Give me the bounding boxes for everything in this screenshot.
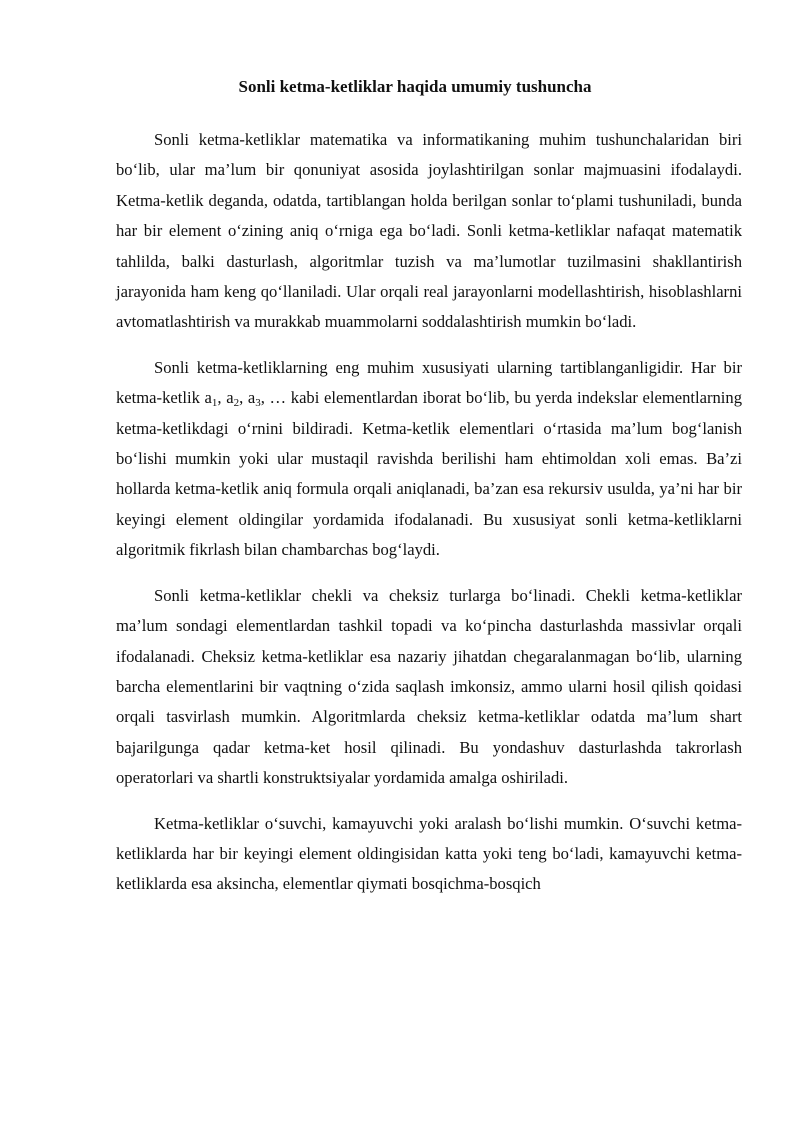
sequence-ellipsis: … (269, 388, 287, 408)
paragraph-3: Sonli ketma-ketliklar chekli va cheksiz turlarga bo‘linadi. Chekli ketma-ketliklar ma’lum sondagi elementlardan tashkil topadi va ko‘pincha dasturlashda massivlar orqali ifodalanadi. Cheksiz ketma-ketliklar esa nazariy jihatdan chegaralanmagan bo‘lib, ularning barcha elementlarini bir vaqtning o‘zida saqlash imkonsiz, ammo ularni hosil qilish qoidasi orqali tasvirlash mumkin. Algoritmlarda cheksiz ketma-ketliklar odatda ma’lum shart bajarilgunga qadar ketma-ket hosil qilinadi. Bu yondashuv dasturlashda takrorlash operatorlari va shartli konstruktsiyalar yordamida amalga oshiriladi. (116, 585, 742, 788)
paragraph-2-start: Sonli ketma-ketliklarning eng muhim xususiyati ularning tartiblanganligidir. Har bir ketma-ketlik (116, 357, 742, 408)
document-body (116, 125, 742, 915)
sequence-term-a2: $a_2$, (226, 388, 244, 410)
sequence-term-a3: $a_3$, (247, 388, 265, 410)
paragraph-2 (116, 353, 742, 566)
paragraph-1: Sonli ketma-ketliklar matematika va informatikaning muhim tushunchalaridan biri bo‘lib, ular ma’lum bir qonuniyat asosida joylashtirilgan sonlar majmuasini ifodalaydi. Ketma-ketlik deganda, odatda, tartiblangan holda berilgan sonlar to‘plami tushuniladi, bunda har bir element o‘zining aniq o‘rniga ega bo‘ladi. Sonli ketma-ketliklar nafaqat matematik tahlilda, balki dasturlash, algoritmlar tuzish va ma’lumotlar tuzilmasini shakllantirish jarayonida ham keng qo‘llaniladi. Ular orqali real jarayonlarni modellashtirish, hisoblashlarni avtomatlashtirish va murakkab muammolarni soddalashtirish mumkin bo‘ladi. (116, 130, 742, 332)
sequence-term-a1: $a_1$, (204, 388, 222, 410)
document-title: Sonli ketma-ketliklar haqida umumiy tushuncha (238, 77, 592, 96)
paragraph-4: Ketma-ketliklar o‘suvchi, kamayuvchi yoki aralash bo‘lishi mumkin. O‘suvchi ketma-ketliklarda har bir keyingi element oldingisidan katta yoki teng bo‘ladi, kamayuvchi ketma-ketliklarda esa aksincha, elementlar qiymati bosqichma-bosqich (116, 813, 742, 894)
paragraph-2-rest: kabi elementlardan iborat bo‘lib, bu yerda indekslar elementlarning ketma-ketlikdagi o‘rnini bildiradi. Ketma-ketlik elementlari o‘rtasida ma’lum bog‘lanish bo‘lishi mumkin yoki ular mustaqil ravishda berilishi ham ehtimoldan xoli emas. Ba’zi hollarda ketma-ketlik aniq formula orqali aniqlanadi, ba’zan esa rekursiv usulda, ya’ni har bir keyingi element oldingilar yordamida ifodalanadi. Bu xususiyat sonli ketma-ketliklarni algoritmik fikrlash bilan chambarchas bog‘laydi. (116, 388, 743, 560)
